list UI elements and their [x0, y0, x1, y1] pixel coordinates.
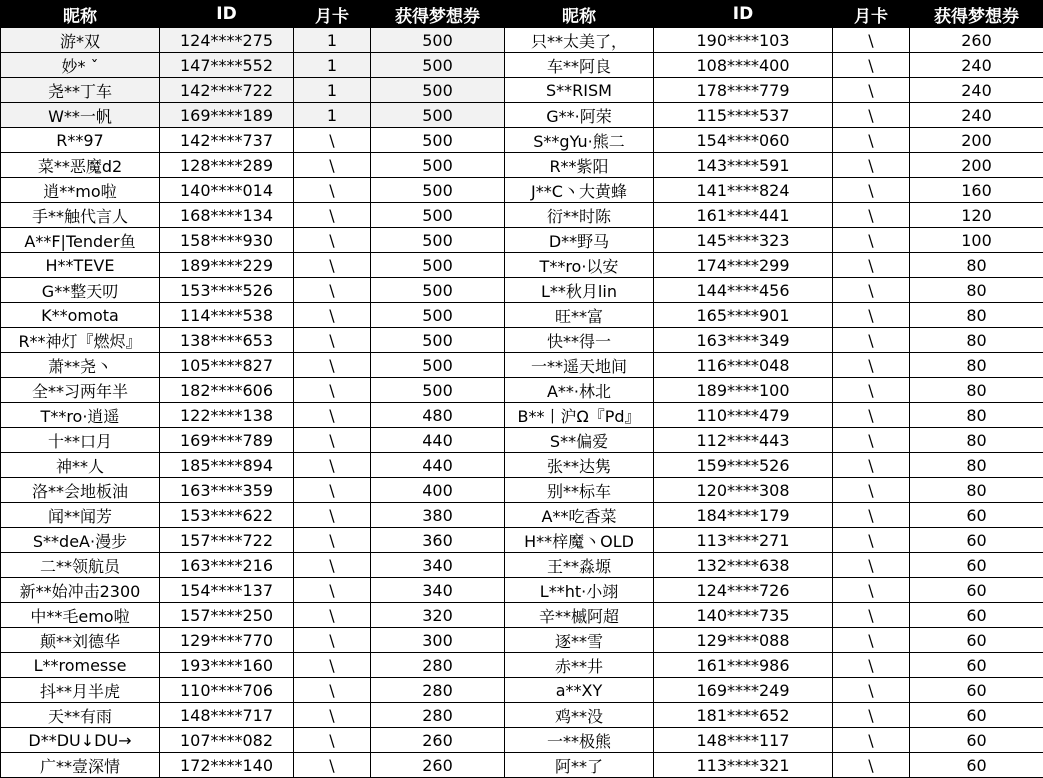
- id-cell: 159****526: [654, 453, 833, 478]
- dream-tickets-cell: 300: [371, 628, 505, 653]
- table-row: [1, 428, 1043, 453]
- monthly-card-cell: \: [294, 678, 371, 703]
- monthly-card-cell: \: [833, 578, 910, 603]
- dream-tickets-cell: 60: [910, 528, 1043, 553]
- monthly-card-cell: \: [833, 678, 910, 703]
- table-row: [1, 653, 1043, 678]
- id-cell: 116****048: [654, 353, 833, 378]
- monthly-card-cell: \: [294, 603, 371, 628]
- monthly-card-cell: \: [294, 303, 371, 328]
- monthly-card-cell: \: [294, 453, 371, 478]
- id-cell: 114****538: [160, 303, 294, 328]
- table-row: [1, 678, 1043, 703]
- dream-tickets-cell: 60: [910, 653, 1043, 678]
- nickname-cell: 只**太美了，: [505, 28, 654, 53]
- monthly-card-cell: \: [833, 628, 910, 653]
- dream-tickets-cell: 60: [910, 503, 1043, 528]
- header-monthly-card: 月卡: [294, 1, 371, 28]
- monthly-card-cell: \: [833, 28, 910, 53]
- nickname-cell: 张**达隽: [505, 453, 654, 478]
- header-nickname: 昵称: [505, 1, 654, 28]
- id-cell: 145****323: [654, 228, 833, 253]
- nickname-cell: S**RISM: [505, 78, 654, 103]
- id-cell: 163****349: [654, 328, 833, 353]
- monthly-card-cell: 1: [294, 28, 371, 53]
- dream-tickets-cell: 380: [371, 503, 505, 528]
- monthly-card-cell: \: [294, 178, 371, 203]
- id-cell: 174****299: [654, 253, 833, 278]
- id-cell: 113****271: [654, 528, 833, 553]
- monthly-card-cell: \: [833, 178, 910, 203]
- monthly-card-cell: \: [833, 653, 910, 678]
- id-cell: 122****138: [160, 403, 294, 428]
- monthly-card-cell: \: [833, 403, 910, 428]
- nickname-cell: 萧**尧丶: [1, 353, 160, 378]
- id-cell: 161****986: [654, 653, 833, 678]
- dream-tickets-cell: 500: [371, 253, 505, 278]
- monthly-card-cell: \: [294, 578, 371, 603]
- header-row: [1, 1, 1043, 28]
- dream-tickets-cell: 500: [371, 103, 505, 128]
- nickname-cell: a**XY: [505, 678, 654, 703]
- dream-tickets-cell: 440: [371, 428, 505, 453]
- monthly-card-cell: \: [294, 253, 371, 278]
- id-cell: 163****216: [160, 553, 294, 578]
- id-cell: 105****827: [160, 353, 294, 378]
- nickname-cell: 衍**时陈: [505, 203, 654, 228]
- nickname-cell: 洛**会地板油: [1, 478, 160, 503]
- id-cell: 128****289: [160, 153, 294, 178]
- monthly-card-cell: \: [833, 278, 910, 303]
- dream-tickets-cell: 160: [910, 178, 1043, 203]
- monthly-card-cell: \: [294, 153, 371, 178]
- nickname-cell: 妙* ˇ: [1, 53, 160, 78]
- table-row: [1, 353, 1043, 378]
- id-cell: 189****229: [160, 253, 294, 278]
- dream-tickets-cell: 240: [910, 103, 1043, 128]
- monthly-card-cell: 1: [294, 103, 371, 128]
- nickname-cell: L**ht·小翊: [505, 578, 654, 603]
- dream-tickets-cell: 80: [910, 353, 1043, 378]
- monthly-card-cell: \: [294, 528, 371, 553]
- table-row: [1, 378, 1043, 403]
- id-cell: 154****060: [654, 128, 833, 153]
- dream-tickets-cell: 80: [910, 278, 1043, 303]
- dream-tickets-cell: 280: [371, 653, 505, 678]
- dream-tickets-cell: 80: [910, 328, 1043, 353]
- id-cell: 153****622: [160, 503, 294, 528]
- dream-tickets-cell: 500: [371, 378, 505, 403]
- nickname-cell: S**deA·漫步: [1, 528, 160, 553]
- nickname-cell: R**神灯『燃烬』: [1, 328, 160, 353]
- nickname-cell: 二**领航员: [1, 553, 160, 578]
- table-row: [1, 228, 1043, 253]
- nickname-cell: B**丨沪Ω『Pd』: [505, 403, 654, 428]
- nickname-cell: 手**触代言人: [1, 203, 160, 228]
- monthly-card-cell: \: [833, 128, 910, 153]
- monthly-card-cell: \: [294, 278, 371, 303]
- dream-tickets-cell: 80: [910, 478, 1043, 503]
- nickname-cell: 神**人: [1, 453, 160, 478]
- id-cell: 124****275: [160, 28, 294, 53]
- monthly-card-cell: \: [833, 253, 910, 278]
- dream-tickets-cell: 200: [910, 128, 1043, 153]
- nickname-cell: 逍**mo啦: [1, 178, 160, 203]
- header-dream-tickets: 获得梦想券: [910, 1, 1043, 28]
- monthly-card-cell: \: [833, 753, 910, 778]
- table-row: [1, 603, 1043, 628]
- nickname-cell: 游*双: [1, 28, 160, 53]
- header-monthly-card: 月卡: [833, 1, 910, 28]
- nickname-cell: W**一帆: [1, 103, 160, 128]
- dream-tickets-cell: 60: [910, 703, 1043, 728]
- monthly-card-cell: \: [294, 653, 371, 678]
- monthly-card-cell: \: [833, 428, 910, 453]
- dream-tickets-cell: 60: [910, 728, 1043, 753]
- table-row: [1, 78, 1043, 103]
- dream-tickets-cell: 280: [371, 703, 505, 728]
- dream-tickets-cell: 80: [910, 403, 1043, 428]
- dream-tickets-cell: 60: [910, 578, 1043, 603]
- dream-tickets-cell: 500: [371, 278, 505, 303]
- dream-tickets-cell: 240: [910, 78, 1043, 103]
- nickname-cell: 抖**月半虎: [1, 678, 160, 703]
- id-cell: 168****134: [160, 203, 294, 228]
- monthly-card-cell: \: [294, 553, 371, 578]
- nickname-cell: D**野马: [505, 228, 654, 253]
- dream-tickets-cell: 120: [910, 203, 1043, 228]
- monthly-card-cell: \: [294, 378, 371, 403]
- monthly-card-cell: \: [294, 328, 371, 353]
- id-cell: 124****726: [654, 578, 833, 603]
- nickname-cell: T**ro·以安: [505, 253, 654, 278]
- nickname-cell: 旺**富: [505, 303, 654, 328]
- monthly-card-cell: \: [833, 503, 910, 528]
- id-cell: 143****591: [654, 153, 833, 178]
- nickname-cell: S**偏爱: [505, 428, 654, 453]
- nickname-cell: L**romesse: [1, 653, 160, 678]
- dream-tickets-cell: 340: [371, 553, 505, 578]
- table-row: [1, 403, 1043, 428]
- monthly-card-cell: 1: [294, 78, 371, 103]
- monthly-card-cell: \: [833, 728, 910, 753]
- id-cell: 165****901: [654, 303, 833, 328]
- dream-tickets-cell: 60: [910, 678, 1043, 703]
- dream-tickets-cell: 360: [371, 528, 505, 553]
- dream-tickets-cell: 60: [910, 553, 1043, 578]
- dream-tickets-cell: 480: [371, 403, 505, 428]
- header-id: ID: [654, 1, 833, 28]
- id-cell: 140****735: [654, 603, 833, 628]
- table-row: [1, 153, 1043, 178]
- dream-tickets-cell: 60: [910, 628, 1043, 653]
- id-cell: 147****552: [160, 53, 294, 78]
- dream-tickets-cell: 80: [910, 253, 1043, 278]
- id-cell: 132****638: [654, 553, 833, 578]
- nickname-cell: 逐**雪: [505, 628, 654, 653]
- monthly-card-cell: \: [294, 128, 371, 153]
- monthly-card-cell: \: [833, 53, 910, 78]
- nickname-cell: 全**习两年半: [1, 378, 160, 403]
- table-row: [1, 53, 1043, 78]
- monthly-card-cell: \: [294, 203, 371, 228]
- dream-tickets-cell: 320: [371, 603, 505, 628]
- id-cell: 129****088: [654, 628, 833, 653]
- nickname-cell: 别**标车: [505, 478, 654, 503]
- dream-tickets-cell: 400: [371, 478, 505, 503]
- table-row: [1, 178, 1043, 203]
- id-cell: 107****082: [160, 728, 294, 753]
- id-cell: 193****160: [160, 653, 294, 678]
- monthly-card-cell: \: [833, 528, 910, 553]
- table-row: [1, 703, 1043, 728]
- nickname-cell: R**紫阳: [505, 153, 654, 178]
- id-cell: 185****894: [160, 453, 294, 478]
- nickname-cell: H**梓魔丶OLD: [505, 528, 654, 553]
- nickname-cell: 十**口月: [1, 428, 160, 453]
- dream-tickets-cell: 260: [371, 728, 505, 753]
- nickname-cell: 天**有雨: [1, 703, 160, 728]
- monthly-card-cell: \: [833, 78, 910, 103]
- dream-tickets-cell: 340: [371, 578, 505, 603]
- nickname-cell: D**DU↓DU→: [1, 728, 160, 753]
- monthly-card-cell: \: [833, 153, 910, 178]
- id-cell: 142****722: [160, 78, 294, 103]
- table-body: [1, 28, 1043, 778]
- id-cell: 148****717: [160, 703, 294, 728]
- monthly-card-cell: \: [294, 428, 371, 453]
- dream-tickets-cell: 240: [910, 53, 1043, 78]
- table-row: [1, 128, 1043, 153]
- id-cell: 120****308: [654, 478, 833, 503]
- dream-tickets-cell: 280: [371, 678, 505, 703]
- table-row: [1, 753, 1043, 778]
- dream-tickets-cell: 60: [910, 603, 1043, 628]
- monthly-card-cell: \: [833, 553, 910, 578]
- nickname-cell: A**吃香菜: [505, 503, 654, 528]
- monthly-card-cell: \: [833, 303, 910, 328]
- monthly-card-cell: \: [833, 453, 910, 478]
- dream-tickets-cell: 200: [910, 153, 1043, 178]
- monthly-card-cell: \: [833, 378, 910, 403]
- id-cell: 141****824: [654, 178, 833, 203]
- nickname-cell: 快**得一: [505, 328, 654, 353]
- table-row: [1, 253, 1043, 278]
- dream-tickets-cell: 60: [910, 753, 1043, 778]
- nickname-cell: H**TEVE: [1, 253, 160, 278]
- monthly-card-cell: \: [833, 703, 910, 728]
- table-row: [1, 28, 1043, 53]
- dream-tickets-cell: 500: [371, 178, 505, 203]
- id-cell: 172****140: [160, 753, 294, 778]
- table-row: [1, 303, 1043, 328]
- monthly-card-cell: \: [833, 353, 910, 378]
- id-cell: 110****479: [654, 403, 833, 428]
- nickname-cell: 广**壹深情: [1, 753, 160, 778]
- table-row: [1, 528, 1043, 553]
- id-cell: 108****400: [654, 53, 833, 78]
- monthly-card-cell: \: [294, 478, 371, 503]
- table-row: [1, 328, 1043, 353]
- dream-tickets-cell: 500: [371, 203, 505, 228]
- nickname-cell: G**·阿荣: [505, 103, 654, 128]
- nickname-cell: 王**淼塬: [505, 553, 654, 578]
- dream-tickets-cell: 500: [371, 53, 505, 78]
- id-cell: 140****014: [160, 178, 294, 203]
- dream-tickets-cell: 500: [371, 353, 505, 378]
- table-row: [1, 453, 1043, 478]
- dream-tickets-cell: 440: [371, 453, 505, 478]
- id-cell: 169****189: [160, 103, 294, 128]
- id-cell: 190****103: [654, 28, 833, 53]
- id-cell: 110****706: [160, 678, 294, 703]
- nickname-cell: 尧**丁车: [1, 78, 160, 103]
- monthly-card-cell: \: [833, 478, 910, 503]
- nickname-cell: A**F|Tender鱼: [1, 228, 160, 253]
- dream-tickets-cell: 500: [371, 153, 505, 178]
- id-cell: 148****117: [654, 728, 833, 753]
- header-nickname: 昵称: [1, 1, 160, 28]
- monthly-card-cell: \: [294, 503, 371, 528]
- monthly-card-cell: \: [294, 228, 371, 253]
- id-cell: 161****441: [654, 203, 833, 228]
- monthly-card-cell: \: [833, 228, 910, 253]
- monthly-card-cell: \: [833, 203, 910, 228]
- dream-tickets-cell: 260: [371, 753, 505, 778]
- monthly-card-cell: \: [294, 753, 371, 778]
- id-cell: 142****737: [160, 128, 294, 153]
- nickname-cell: K**omota: [1, 303, 160, 328]
- nickname-cell: G**整天叨: [1, 278, 160, 303]
- id-cell: 157****722: [160, 528, 294, 553]
- nickname-cell: A**·林北: [505, 378, 654, 403]
- id-cell: 157****250: [160, 603, 294, 628]
- nickname-cell: R**97: [1, 128, 160, 153]
- table-row: [1, 103, 1043, 128]
- id-cell: 182****606: [160, 378, 294, 403]
- dream-tickets-cell: 500: [371, 328, 505, 353]
- nickname-cell: S**gYu·熊二: [505, 128, 654, 153]
- dream-tickets-cell: 500: [371, 28, 505, 53]
- monthly-card-cell: \: [294, 728, 371, 753]
- nickname-cell: J**C丶大黄蜂: [505, 178, 654, 203]
- table-row: [1, 578, 1043, 603]
- id-cell: 154****137: [160, 578, 294, 603]
- nickname-cell: 赤**井: [505, 653, 654, 678]
- nickname-cell: 中**毛emo啦: [1, 603, 160, 628]
- id-cell: 189****100: [654, 378, 833, 403]
- table-row: [1, 278, 1043, 303]
- monthly-card-cell: \: [294, 628, 371, 653]
- table-row: [1, 728, 1043, 753]
- id-cell: 113****321: [654, 753, 833, 778]
- dream-tickets-cell: 500: [371, 228, 505, 253]
- nickname-cell: 菜**恶魔d2: [1, 153, 160, 178]
- id-cell: 169****789: [160, 428, 294, 453]
- id-cell: 178****779: [654, 78, 833, 103]
- nickname-cell: 辛**槭阿超: [505, 603, 654, 628]
- id-cell: 184****179: [654, 503, 833, 528]
- monthly-card-cell: \: [833, 603, 910, 628]
- id-cell: 169****249: [654, 678, 833, 703]
- nickname-cell: 颠**刘德华: [1, 628, 160, 653]
- header-id: ID: [160, 1, 294, 28]
- monthly-card-cell: \: [294, 353, 371, 378]
- id-cell: 181****652: [654, 703, 833, 728]
- nickname-cell: 新**始冲击2300: [1, 578, 160, 603]
- id-cell: 144****456: [654, 278, 833, 303]
- table-row: [1, 478, 1043, 503]
- dream-tickets-cell: 260: [910, 28, 1043, 53]
- dream-tickets-cell: 500: [371, 128, 505, 153]
- dream-tickets-cell: 80: [910, 453, 1043, 478]
- dream-tickets-cell: 80: [910, 428, 1043, 453]
- table-row: [1, 553, 1043, 578]
- id-cell: 158****930: [160, 228, 294, 253]
- id-cell: 115****537: [654, 103, 833, 128]
- id-cell: 163****359: [160, 478, 294, 503]
- monthly-card-cell: \: [294, 703, 371, 728]
- nickname-cell: 一**极熊: [505, 728, 654, 753]
- table-row: [1, 628, 1043, 653]
- dream-tickets-cell: 100: [910, 228, 1043, 253]
- monthly-card-cell: 1: [294, 53, 371, 78]
- dream-tickets-cell: 500: [371, 78, 505, 103]
- monthly-card-cell: \: [833, 328, 910, 353]
- monthly-card-cell: \: [294, 403, 371, 428]
- id-cell: 153****526: [160, 278, 294, 303]
- dream-tickets-cell: 80: [910, 303, 1043, 328]
- id-cell: 138****653: [160, 328, 294, 353]
- dream-tickets-cell: 80: [910, 378, 1043, 403]
- id-cell: 129****770: [160, 628, 294, 653]
- table-header: [1, 1, 1043, 28]
- nickname-cell: L**秋月lin: [505, 278, 654, 303]
- id-cell: 112****443: [654, 428, 833, 453]
- nickname-cell: T**ro·逍遥: [1, 403, 160, 428]
- table-row: [1, 203, 1043, 228]
- nickname-cell: 鸡**没: [505, 703, 654, 728]
- monthly-card-cell: \: [833, 103, 910, 128]
- header-dream-tickets: 获得梦想券: [371, 1, 505, 28]
- nickname-cell: 阿**了: [505, 753, 654, 778]
- nickname-cell: 一**遥天地间: [505, 353, 654, 378]
- dream-tickets-cell: 500: [371, 303, 505, 328]
- nickname-cell: 闻**闻芳: [1, 503, 160, 528]
- nickname-cell: 车**阿良: [505, 53, 654, 78]
- table-row: [1, 503, 1043, 528]
